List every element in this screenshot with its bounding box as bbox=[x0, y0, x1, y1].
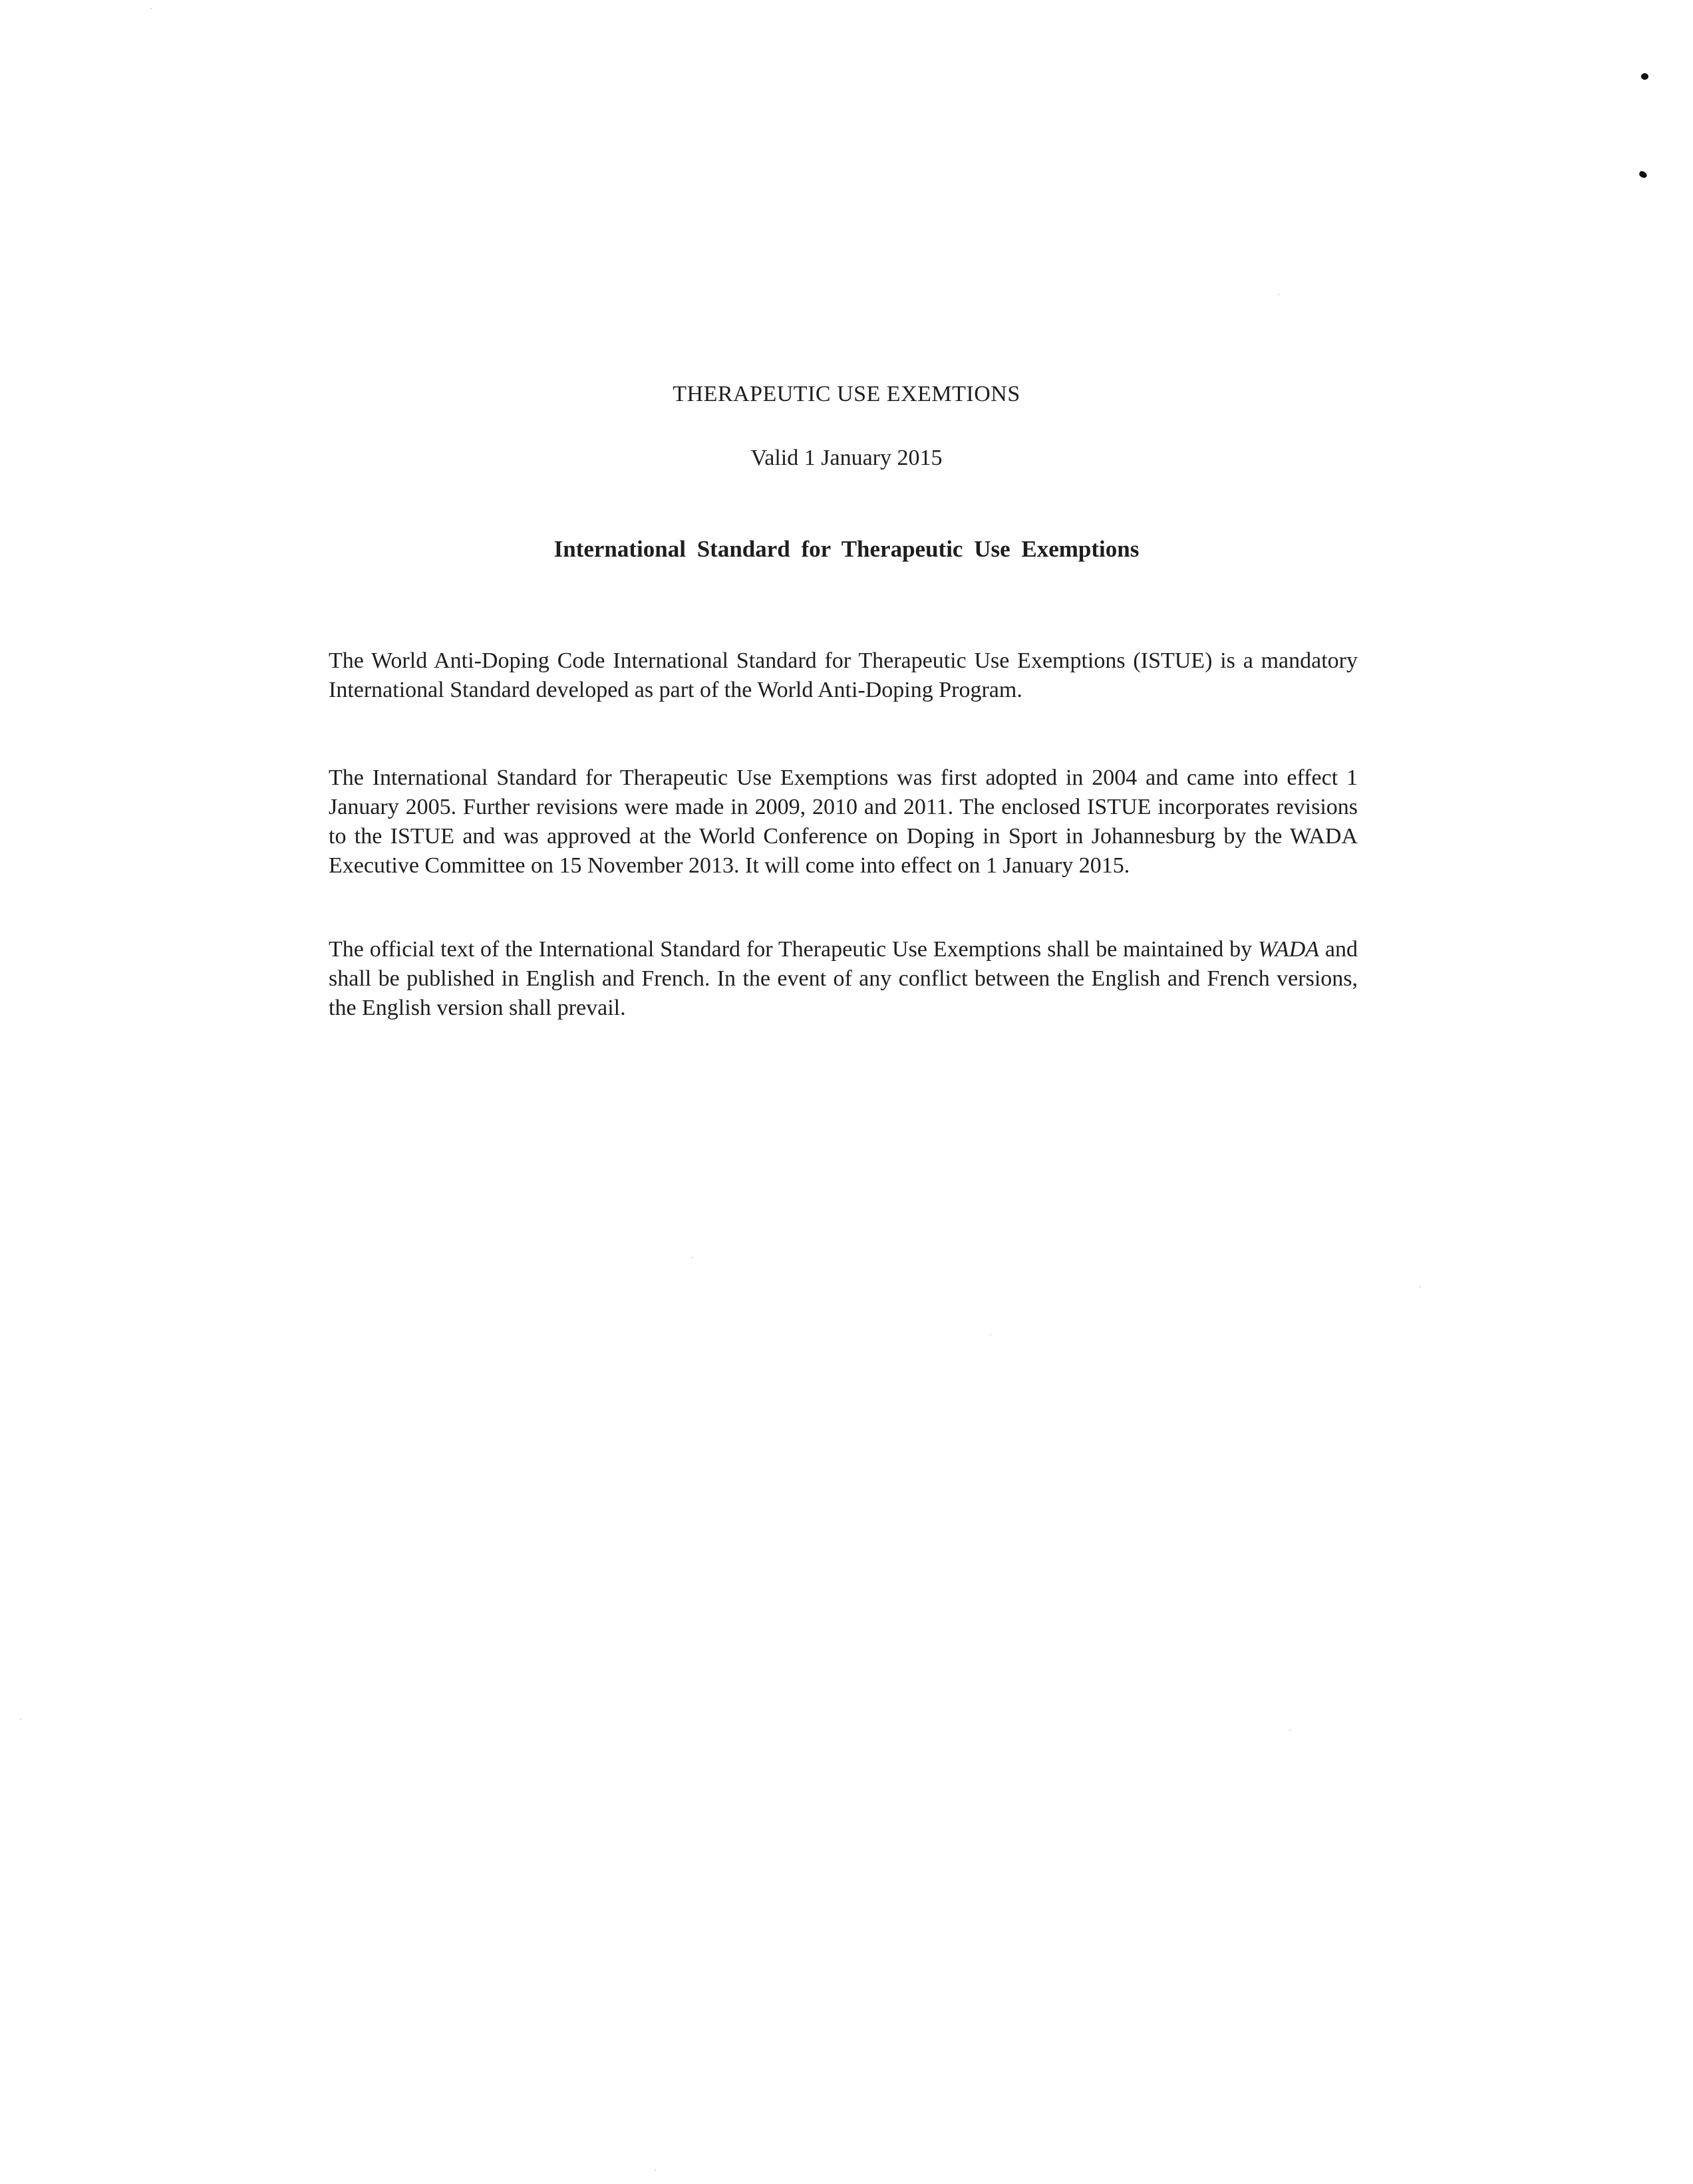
official-text-paragraph bbox=[329, 935, 1358, 1023]
scan-speck bbox=[655, 2169, 656, 2171]
scan-speck bbox=[1278, 294, 1279, 295]
paragraph-text: and shall be published in English and French. In the event of any conflict between the English and French versions, the English version shall prevail. bbox=[329, 937, 1358, 1020]
wada-italic: WADA bbox=[1257, 937, 1320, 962]
document-title: THERAPEUTIC USE EXEMTIONS bbox=[673, 382, 1020, 406]
scan-speck bbox=[1289, 1729, 1291, 1730]
paragraph-text: The official text of the International Standard for Therapeutic Use Exemptions shall be maintained by bbox=[329, 937, 1258, 962]
scan-artifact-dot bbox=[1641, 73, 1648, 80]
history-paragraph: The International Standard for Therapeutic Use Exemptions was first adopted in 2004 and came into effect 1 January 2005. Further revisions were made in 2009, 2010 and 2011. The enclosed ISTUE incorporates revisions to the ISTUE and was approved at the World Conference on Doping in Sport in Johannesburg by the WADA Executive Committee on 15 November 2013. It will come into effect on 1 January 2015. bbox=[329, 765, 1358, 878]
validity-date: Valid 1 January 2015 bbox=[750, 446, 943, 470]
intro-paragraph: The World Anti-Doping Code International Standard for Therapeutic Use Exemptions (ISTUE) is a mandatory International Standard developed as part of the World Anti-Doping Program. bbox=[329, 648, 1358, 702]
scan-speck bbox=[990, 1334, 991, 1335]
scan-speck bbox=[692, 1257, 693, 1258]
document-heading: International Standard for Therapeutic Use Exemptions bbox=[553, 536, 1140, 562]
scan-artifact-dot bbox=[1638, 170, 1648, 179]
scan-speck bbox=[150, 8, 152, 9]
scan-speck bbox=[20, 1718, 21, 1720]
scan-speck bbox=[1420, 1286, 1421, 1288]
